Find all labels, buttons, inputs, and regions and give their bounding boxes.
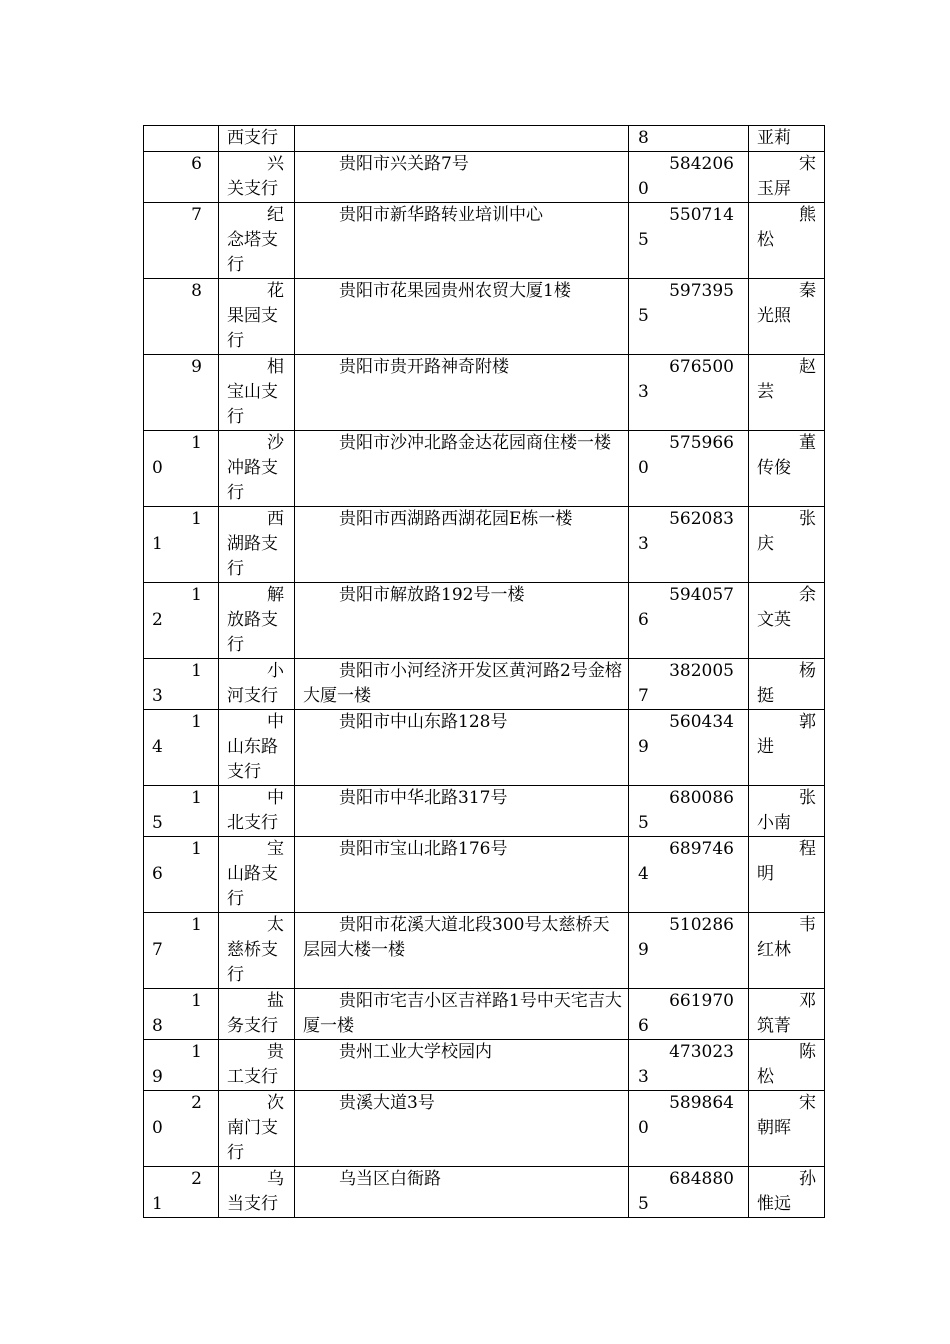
row-number: 2 0 <box>144 1091 219 1167</box>
branch-phone: 510286 9 <box>629 913 749 989</box>
branch-phone: 676500 3 <box>629 355 749 431</box>
branch-name: 贵 工支行 <box>219 1040 295 1091</box>
table-row <box>144 1040 825 1091</box>
branch-phone: 575966 0 <box>629 431 749 507</box>
branch-address: 贵阳市兴关路7号 <box>295 152 629 203</box>
row-number: 1 2 <box>144 583 219 659</box>
branch-phone: 550714 5 <box>629 203 749 279</box>
row-number: 1 4 <box>144 710 219 786</box>
contact-person: 董 传俊 <box>749 431 825 507</box>
contact-person: 张 小南 <box>749 786 825 837</box>
branch-address: 贵州工业大学校园内 <box>295 1040 629 1091</box>
contact-person: 孙 惟远 <box>749 1167 825 1218</box>
table-row <box>144 989 825 1040</box>
contact-person: 程 明 <box>749 837 825 913</box>
table-row <box>144 1167 825 1218</box>
branch-name: 次 南门支行 <box>219 1091 295 1167</box>
row-number: 1 0 <box>144 431 219 507</box>
table-row <box>144 837 825 913</box>
contact-person: 宋 玉屏 <box>749 152 825 203</box>
branch-address: 贵阳市宅吉小区吉祥路1号中天宅吉大厦一楼 <box>295 989 629 1040</box>
branch-address: 贵阳市中华北路317号 <box>295 786 629 837</box>
branch-name: 花 果园支行 <box>219 279 295 355</box>
branch-name: 小 河支行 <box>219 659 295 710</box>
contact-person: 宋 朝晖 <box>749 1091 825 1167</box>
branch-address: 贵溪大道3号 <box>295 1091 629 1167</box>
row-number: 7 <box>144 203 219 279</box>
branch-address: 贵阳市花果园贵州农贸大厦1楼 <box>295 279 629 355</box>
contact-person: 赵 芸 <box>749 355 825 431</box>
branch-name: 中 山东路支行 <box>219 710 295 786</box>
row-number: 1 5 <box>144 786 219 837</box>
table-row <box>144 203 825 279</box>
row-number: 1 7 <box>144 913 219 989</box>
branch-phone: 560434 9 <box>629 710 749 786</box>
branch-phone: 594057 6 <box>629 583 749 659</box>
table-row <box>144 279 825 355</box>
branch-address: 贵阳市中山东路128号 <box>295 710 629 786</box>
branch-phone: 661970 6 <box>629 989 749 1040</box>
branch-name: 中 北支行 <box>219 786 295 837</box>
branch-name: 解 放路支行 <box>219 583 295 659</box>
branch-name: 盐 务支行 <box>219 989 295 1040</box>
branch-name: 相 宝山支行 <box>219 355 295 431</box>
table-row <box>144 126 825 152</box>
branch-phone: 589864 0 <box>629 1091 749 1167</box>
row-number: 1 1 <box>144 507 219 583</box>
branch-address: 乌当区白衙路 <box>295 1167 629 1218</box>
branch-phone: 680086 5 <box>629 786 749 837</box>
branch-phone: 597395 5 <box>629 279 749 355</box>
contact-person: 亚莉 <box>749 126 825 152</box>
row-number: 1 8 <box>144 989 219 1040</box>
table-row <box>144 659 825 710</box>
branch-address: 贵阳市宝山北路176号 <box>295 837 629 913</box>
branch-address: 贵阳市新华路转业培训中心 <box>295 203 629 279</box>
contact-person: 邓 筑菁 <box>749 989 825 1040</box>
branch-phone: 8 <box>629 126 749 152</box>
row-number <box>144 126 219 152</box>
row-number: 2 1 <box>144 1167 219 1218</box>
branch-phone: 562083 3 <box>629 507 749 583</box>
row-number: 1 6 <box>144 837 219 913</box>
table-row <box>144 786 825 837</box>
contact-person: 杨 挺 <box>749 659 825 710</box>
row-number: 8 <box>144 279 219 355</box>
branch-address: 贵阳市沙冲北路金达花园商住楼一楼 <box>295 431 629 507</box>
table-row <box>144 507 825 583</box>
branch-name: 兴 关支行 <box>219 152 295 203</box>
row-number: 9 <box>144 355 219 431</box>
branch-address: 贵阳市解放路192号一楼 <box>295 583 629 659</box>
table-row <box>144 583 825 659</box>
table-row <box>144 1091 825 1167</box>
branch-name: 宝 山路支行 <box>219 837 295 913</box>
row-number: 6 <box>144 152 219 203</box>
branch-table <box>143 125 825 1218</box>
branch-name: 纪 念塔支行 <box>219 203 295 279</box>
branch-address: 贵阳市小河经济开发区黄河路2号金榕大厦一楼 <box>295 659 629 710</box>
table-row <box>144 431 825 507</box>
contact-person: 余 文英 <box>749 583 825 659</box>
branch-name: 太 慈桥支行 <box>219 913 295 989</box>
contact-person: 韦 红林 <box>749 913 825 989</box>
branch-phone: 584206 0 <box>629 152 749 203</box>
branch-address: 贵阳市西湖路西湖花园E栋一楼 <box>295 507 629 583</box>
table-row <box>144 152 825 203</box>
branch-phone: 473023 3 <box>629 1040 749 1091</box>
contact-person: 张 庆 <box>749 507 825 583</box>
row-number: 1 3 <box>144 659 219 710</box>
branch-phone: 382005 7 <box>629 659 749 710</box>
branch-name: 西 湖路支行 <box>219 507 295 583</box>
branch-phone: 684880 5 <box>629 1167 749 1218</box>
branch-name: 沙 冲路支行 <box>219 431 295 507</box>
branch-table-body <box>144 126 825 1218</box>
table-row <box>144 710 825 786</box>
branch-phone: 689746 4 <box>629 837 749 913</box>
branch-address <box>295 126 629 152</box>
contact-person: 熊 松 <box>749 203 825 279</box>
row-number: 1 9 <box>144 1040 219 1091</box>
contact-person: 郭 进 <box>749 710 825 786</box>
table-row <box>144 913 825 989</box>
contact-person: 陈 松 <box>749 1040 825 1091</box>
branch-name: 西支行 <box>219 126 295 152</box>
table-row <box>144 355 825 431</box>
branch-address: 贵阳市贵开路神奇附楼 <box>295 355 629 431</box>
contact-person: 秦 光照 <box>749 279 825 355</box>
branch-address: 贵阳市花溪大道北段300号太慈桥天层园大楼一楼 <box>295 913 629 989</box>
branch-name: 乌 当支行 <box>219 1167 295 1218</box>
